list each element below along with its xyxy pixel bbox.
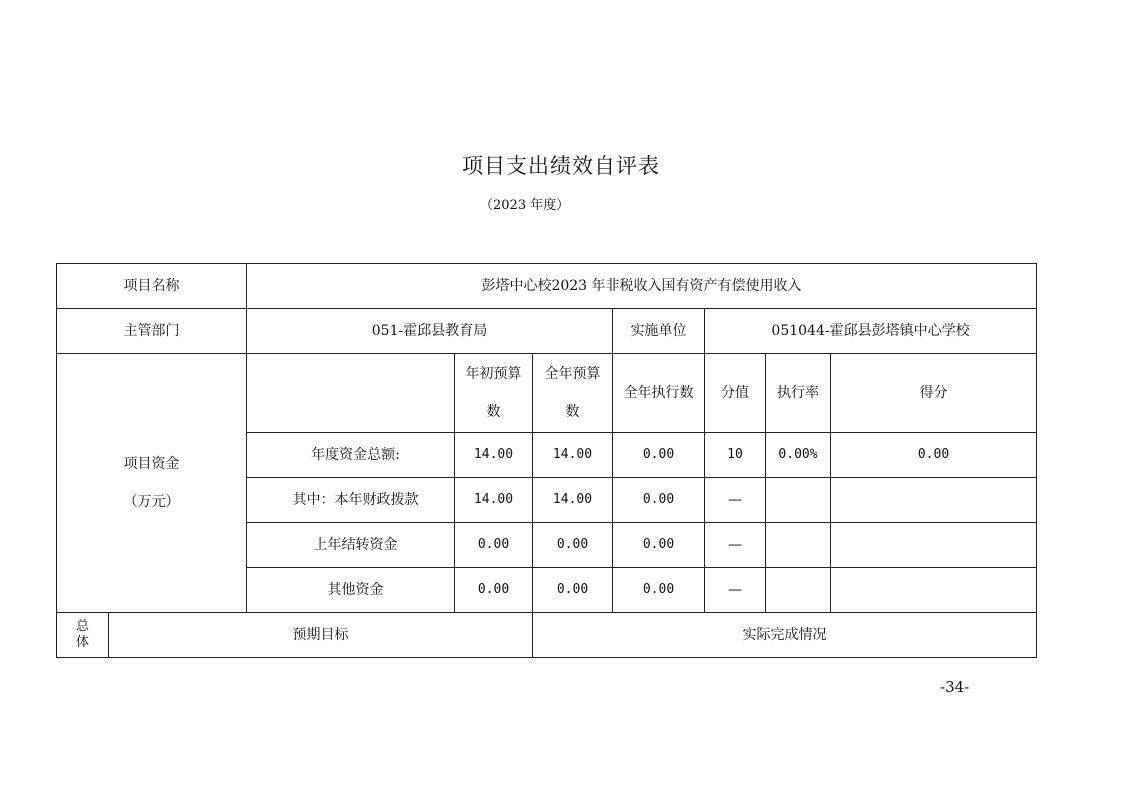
header-executed: 全年执行数 bbox=[613, 354, 705, 433]
row-executed: 0.00 bbox=[613, 523, 705, 568]
row-rate: 0.00% bbox=[766, 433, 831, 478]
supervising-dept-value: 051-霍邱县教育局 bbox=[247, 309, 613, 354]
row-score bbox=[831, 568, 1037, 613]
row-full: 14.00 bbox=[533, 433, 613, 478]
row-rate bbox=[766, 478, 831, 523]
row-label: 其中：本年财政拨款 bbox=[247, 478, 455, 523]
project-funds-label bbox=[57, 354, 247, 613]
header-score-value: 分值 bbox=[705, 354, 766, 433]
row-executed: 0.00 bbox=[613, 478, 705, 523]
performance-evaluation-table bbox=[56, 263, 1037, 658]
implementing-unit-value: 051044-霍邱县彭塔镇中心学校 bbox=[705, 309, 1037, 354]
overall-label bbox=[57, 613, 109, 658]
project-funds-label-line2: （万元） bbox=[123, 494, 180, 510]
project-name-label: 项目名称 bbox=[57, 264, 247, 309]
header-full-budget-line1: 全年预算 bbox=[544, 366, 601, 382]
header-execution-rate: 执行率 bbox=[766, 354, 831, 433]
row-full: 0.00 bbox=[533, 568, 613, 613]
actual-completion-header: 实际完成情况 bbox=[533, 613, 1037, 658]
row-score bbox=[831, 478, 1037, 523]
row-initial: 0.00 bbox=[455, 568, 533, 613]
header-initial-budget-line2: 数 bbox=[486, 404, 501, 420]
row-initial: 14.00 bbox=[455, 478, 533, 523]
row-executed: 0.00 bbox=[613, 433, 705, 478]
row-full: 0.00 bbox=[533, 523, 613, 568]
row-initial: 14.00 bbox=[455, 433, 533, 478]
row-initial: 0.00 bbox=[455, 523, 533, 568]
expected-goal-header: 预期目标 bbox=[109, 613, 533, 658]
project-funds-label-line1: 项目资金 bbox=[123, 456, 180, 472]
row-score-value: 10 bbox=[705, 433, 766, 478]
funds-header-blank bbox=[247, 354, 455, 433]
funds-header-row bbox=[57, 354, 1037, 433]
page-number: -34- bbox=[940, 678, 970, 696]
row-score bbox=[831, 523, 1037, 568]
row-full: 14.00 bbox=[533, 478, 613, 523]
overall-row bbox=[57, 613, 1037, 658]
project-name-row bbox=[57, 264, 1037, 309]
document-title: 项目支出绩效自评表 bbox=[462, 154, 660, 178]
overall-label-bottom: 体 bbox=[75, 635, 89, 650]
project-name-value: 彭塔中心校2023 年非税收入国有资产有偿使用收入 bbox=[247, 264, 1037, 309]
department-row bbox=[57, 309, 1037, 354]
overall-label-top: 总 bbox=[75, 619, 89, 635]
implementing-unit-label: 实施单位 bbox=[613, 309, 705, 354]
row-score-value: — bbox=[705, 478, 766, 523]
row-score: 0.00 bbox=[831, 433, 1037, 478]
row-label: 上年结转资金 bbox=[247, 523, 455, 568]
row-score-value: — bbox=[705, 523, 766, 568]
row-label: 其他资金 bbox=[247, 568, 455, 613]
row-executed: 0.00 bbox=[613, 568, 705, 613]
row-rate bbox=[766, 568, 831, 613]
header-full-budget-line2: 数 bbox=[565, 404, 580, 420]
header-initial-budget bbox=[455, 354, 533, 433]
row-score-value: — bbox=[705, 568, 766, 613]
header-initial-budget-line1: 年初预算 bbox=[465, 366, 522, 382]
row-rate bbox=[766, 523, 831, 568]
document-subtitle: （2023 年度） bbox=[480, 198, 570, 213]
row-label: 年度资金总额: bbox=[247, 433, 455, 478]
supervising-dept-label: 主管部门 bbox=[57, 309, 247, 354]
header-score: 得分 bbox=[831, 354, 1037, 433]
header-full-budget bbox=[533, 354, 613, 433]
